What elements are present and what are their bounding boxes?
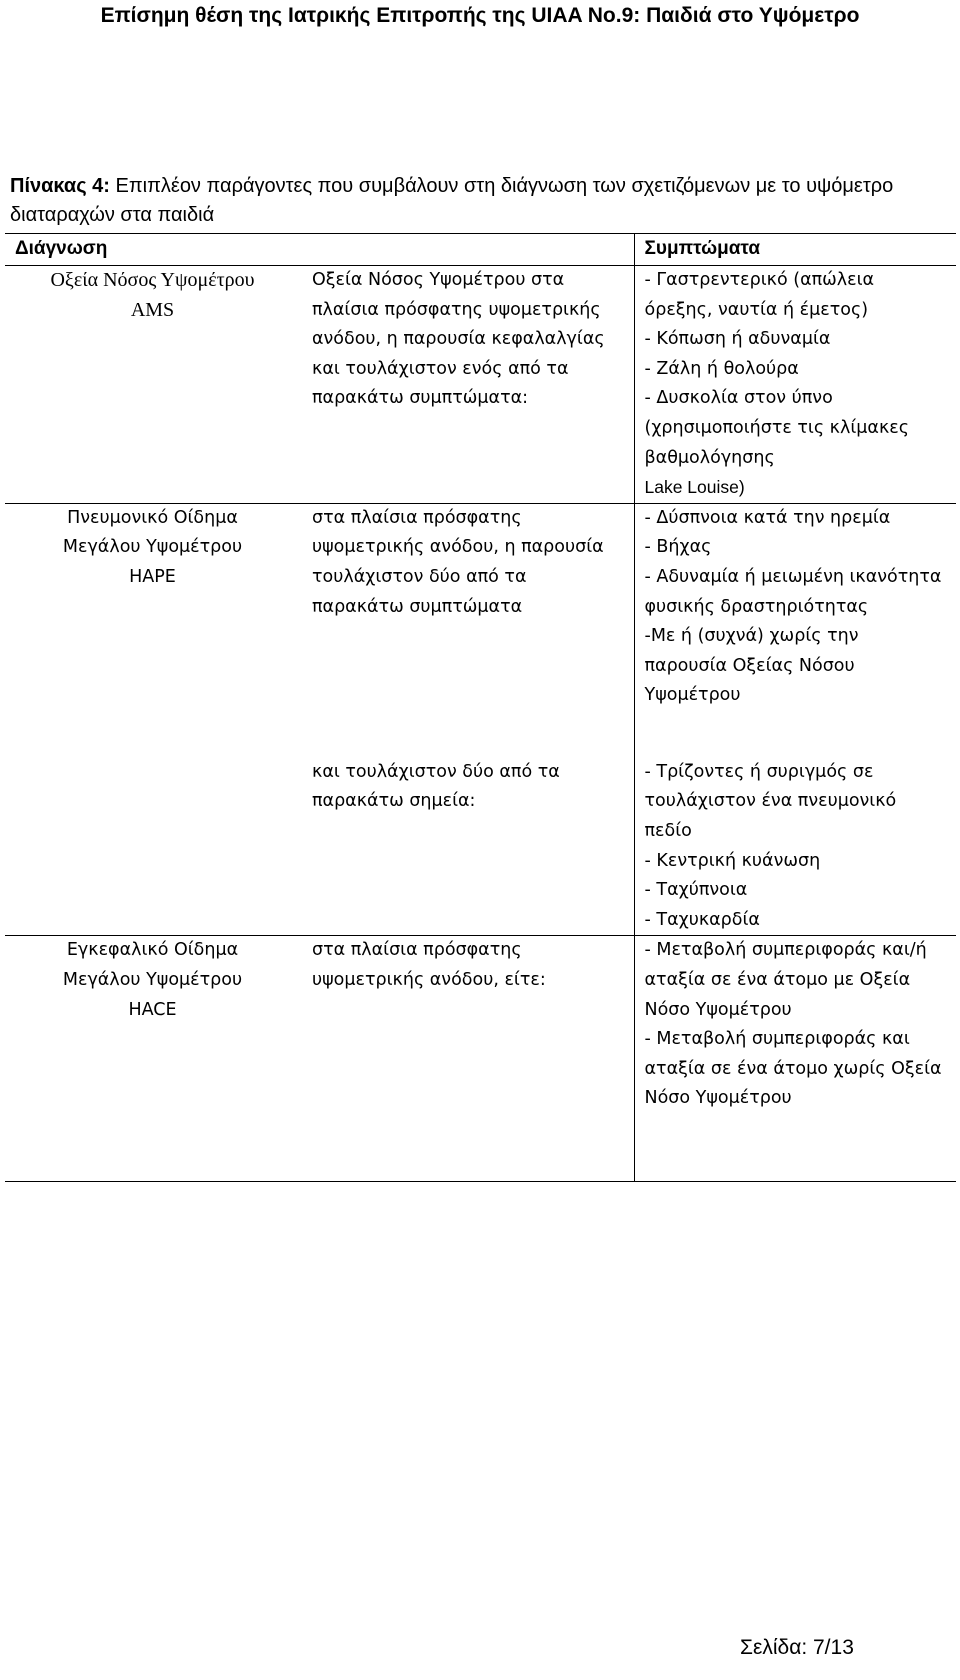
- symptom-item: - Δυσκολία στον ύπνο (χρησιμοποιήστε τις κλίμακες βαθμολόγησης: [644, 388, 909, 468]
- symptom-item: - Μεταβολή συμπεριφοράς και/ή αταξία σε ένα άτομο με Οξεία Νόσο Υψομέτρου: [644, 940, 927, 1020]
- diagnosis-ams-name: Οξεία Νόσος Υψομέτρου: [50, 269, 255, 291]
- page-number: Σελίδα: 7/13: [740, 1636, 854, 1659]
- criteria-ams: Οξεία Νόσος Υψομέτρου στα πλαίσια πρόσφατης υψομετρικής ανόδου, η παρουσία κεφαλαλγίας και τουλάχιστον ενός από τα παρακάτω συμπτώματα:: [302, 266, 634, 504]
- symptom-item: - Μεταβολή συμπεριφοράς και αταξία σε ένα άτομο χωρίς Οξεία Νόσο Υψομέτρου: [644, 1029, 942, 1109]
- caption-text: Επιπλέον παράγοντες που συμβάλουν στη διάγνωση των σχετιζόμενων με το υψόμετρο διαταραχών στα παιδιά: [10, 175, 894, 226]
- symptom-item: - Κεντρική κυάνωση: [644, 850, 821, 871]
- diagnosis-hace-name2: Μεγάλου Υψομέτρου: [62, 969, 243, 990]
- symptom-item: - Τρίζοντες ή συριγμός σε τουλάχιστον ένα πνευμονικό πεδίο: [644, 761, 897, 841]
- table-row-ams: [5, 266, 956, 504]
- diagnosis-ams: [5, 266, 302, 504]
- symptom-item: - Ταχυκαρδία: [644, 909, 760, 930]
- symptom-item: - Ζάλη ή θολούρα: [644, 358, 799, 379]
- symptoms-hape: [634, 503, 956, 742]
- criteria-hace: στα πλαίσια πρόσφατης υψομετρικής ανόδου, είτε:: [302, 936, 634, 1182]
- signs-hape: [634, 742, 956, 936]
- column-header-symptoms: Συμπτώματα: [634, 234, 956, 266]
- page-header: Επίσημη θέση της Ιατρικής Επιτροπής της UIAA No.9: Παιδιά στο Υψόμετρο: [100, 4, 860, 27]
- symptom-item: - Αδυναμία ή μειωμένη ικανότητα φυσικής δραστηριότητας: [644, 566, 942, 617]
- column-header-diagnosis: Διάγνωση: [5, 234, 634, 266]
- criteria-hape-symptoms: στα πλαίσια πρόσφατης υψομετρικής ανόδου, η παρουσία τουλάχιστον δύο από τα παρακάτω συμπτώματα: [302, 503, 634, 742]
- symptom-item: - Βήχας: [644, 537, 712, 558]
- diagnosis-hape-name1: Πνευμονικό Οίδημα: [67, 507, 238, 528]
- symptom-item: -Με ή (συχνά) χωρίς την παρουσία Οξείας Νόσου Υψομέτρου: [644, 626, 859, 706]
- table-row-hape: [5, 503, 956, 742]
- diagnosis-table: [5, 233, 956, 1182]
- diagnosis-hace-name1: Εγκεφαλικό Οίδημα: [66, 940, 239, 961]
- table-row-hace: [5, 936, 956, 1182]
- symptom-item: - Ταχύπνοια: [644, 880, 748, 901]
- criteria-hape-signs: και τουλάχιστον δύο από τα παρακάτω σημεία:: [312, 761, 560, 812]
- diagnosis-hape-abbr: HAPE: [129, 566, 176, 587]
- diagnosis-hape: [5, 503, 302, 936]
- symptoms-hace: [634, 936, 956, 1182]
- symptom-item: - Γαστρεντερικό (απώλεια όρεξης, ναυτία ή έμετος): [644, 270, 875, 320]
- diagnosis-hace: [5, 936, 302, 1182]
- diagnosis-hace-abbr: HACE: [128, 999, 177, 1020]
- diagnosis-hape-name2: Μεγάλου Υψομέτρου: [62, 537, 243, 558]
- caption-label: Πίνακας 4:: [10, 175, 110, 197]
- diagnosis-ams-abbr: AMS: [130, 298, 175, 321]
- symptom-item: - Κόπωση ή αδυναμία: [644, 329, 831, 350]
- symptom-item: - Δύσπνοια κατά την ηρεμία: [644, 507, 891, 528]
- table-caption: [10, 172, 950, 230]
- symptoms-ams: [634, 266, 956, 504]
- symptom-item: Lake Louise): [644, 477, 745, 498]
